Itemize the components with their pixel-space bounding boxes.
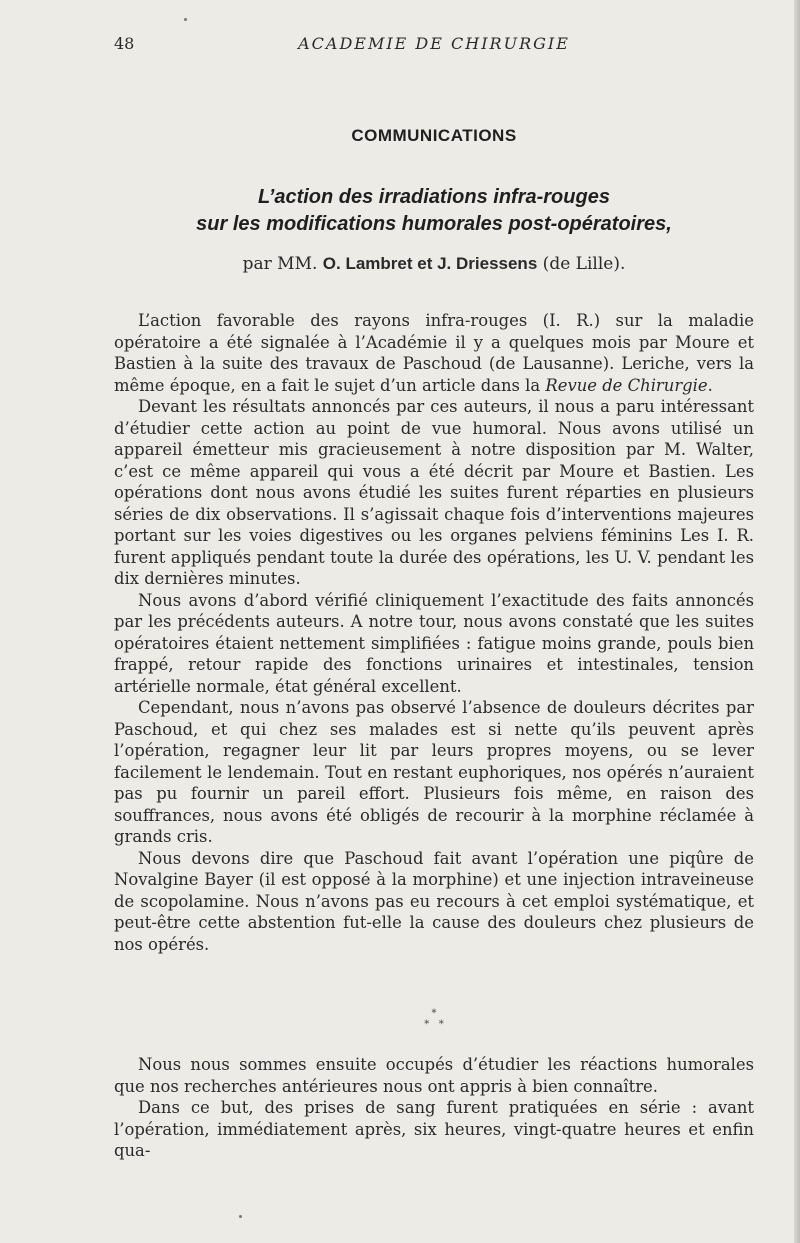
paragraph-6: Nous nous sommes ensuite occupés d’étudier les réactions humorales que nos recherches antérieures nous ont appris à bien connaître. [114,1055,754,1096]
article-body [114,310,754,955]
asterism-divider [114,1008,754,1030]
paper-speck [239,1215,242,1218]
article-title [114,184,754,238]
article-title-line-1: L’action des irradiations infra-rouges [258,186,610,208]
byline-authors: O. Lambret et J. Driessens [322,254,538,273]
article-body-continued [114,1054,754,1162]
asterism-bottom: * * [424,1019,444,1030]
running-header [114,34,754,58]
page-edge [794,0,800,1243]
paragraph-3: Nous avons d’abord vérifié cliniquement l’exactitude des faits annoncés par les précédents auteurs. A notre tour, nous avons constaté que les suites opératoires étaient nettement simplifiées : fatigue moins grande, pouls bien frappé, retour rapide des fonctions urinaires et intestinales, tension artérielle normale, état général excellent. [114,590,754,696]
journal-name: Revue de Chirurgie [545,375,708,395]
page-number: 48 [114,34,135,53]
paragraph-7: Dans ce but, des prises de sang furent pratiquées en série : avant l’opération, immédiatement après, six heures, vingt-quatre heures et enfin qua- [114,1098,754,1160]
byline [114,254,754,274]
paragraph-1 [114,310,754,396]
article-title-line-2: sur les modifications humorales post-opératoires, [196,213,672,235]
paragraph-2: Devant les résultats annoncés par ces auteurs, il nous a paru intéressant d’étudier cette action au point de vue humoral. Nous avons utilisé un appareil émetteur mis gracieusement à notre disposition par M. Walter, c’est ce même appareil qui vous a été décrit par Moure et Bastien. Les opérations dont nous avons étudié les suites furent réparties en plusieurs séries de dix observations. Il s’agissait chaque fois d’interventions majeures portant sur les voies digestives ou les organes pelviens féminins Les I. R. furent appliqués pendant toute la durée des opérations, les U. V. pendant les dix dernières minutes. [114,397,754,588]
byline-prefix: par MM. [242,254,323,274]
paragraph-4: Cependant, nous n’avons pas observé l’absence de douleurs décrites par Paschoud, et qui chez ses malades est si nette qu’ils peuvent après l’opération, regagner leur lit par leurs propres moyens, ou se lever facilement le lendemain. Tout en restant euphoriques, nos opérés n’auraient pas pu fournir un pareil effort. Plusieurs fois même, en raison des souffrances, nous avons été obligés de recourir à la morphine réclamée à grands cris. [114,698,754,846]
paragraph-5: Nous devons dire que Paschoud fait avant l’opération une piqûre de Novalgine Bayer (il est opposé à la morphine) et une injection intraveineuse de scopolamine. Nous n’avons pas eu recours à cet emploi systématique, et peut-être cette abstention fut-elle la cause des douleurs chez plusieurs de nos opérés. [114,848,754,954]
running-title: ACADEMIE DE CHIRURGIE [298,34,570,53]
byline-affiliation: (de Lille). [537,254,626,274]
asterism-top: * [431,1008,437,1019]
paragraph-1-text: L’action favorable des rayons infra-rouges (I. R.) sur la maladie opératoire a été signalée à l’Académie il y a quelques mois par Moure et Bastien à la suite des travaux de Paschoud (de Lausanne). Leriche, vers la même époque, en a fait le sujet d’un article dans la [114,311,754,395]
paragraph-1-end: . [707,375,713,395]
paper-speck [184,18,187,21]
section-title: COMMUNICATIONS [351,126,517,145]
